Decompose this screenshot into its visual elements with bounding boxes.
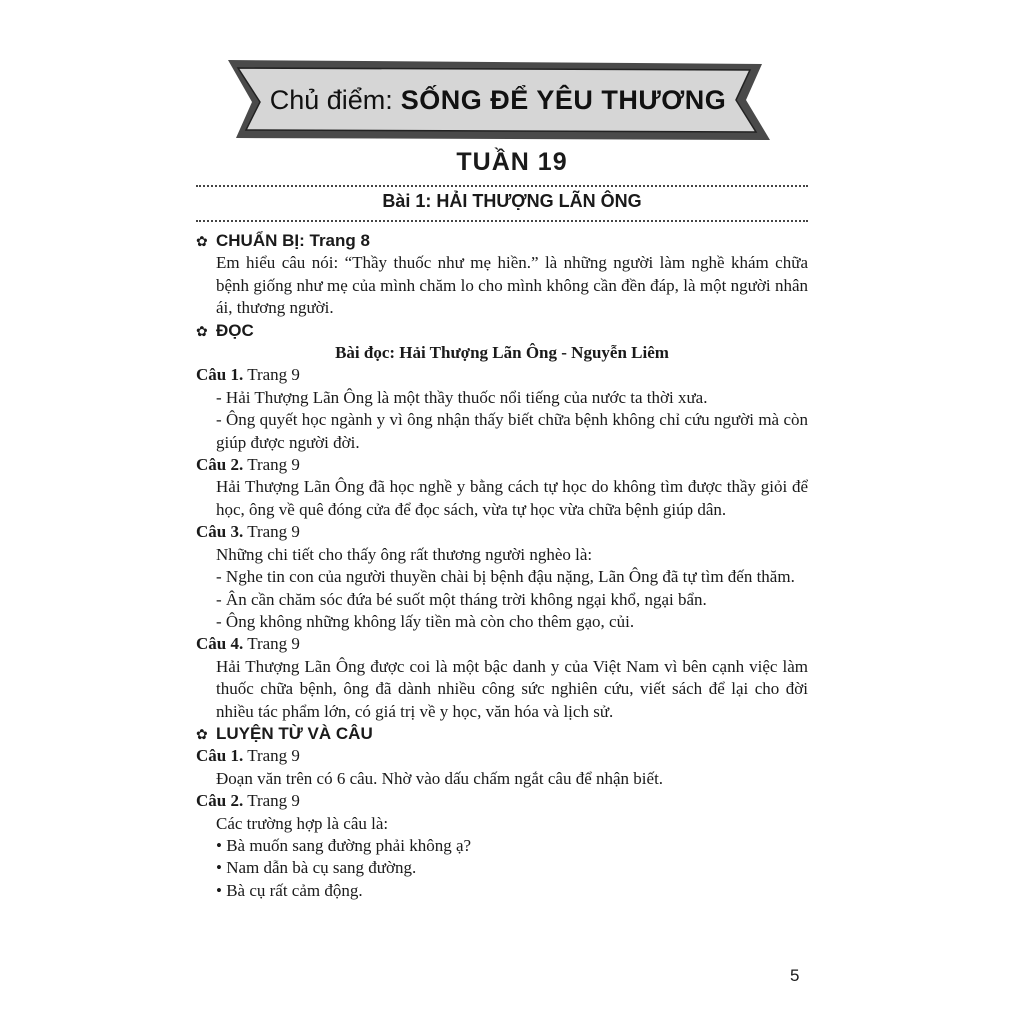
banner-prefix: Chủ điểm: (269, 84, 393, 115)
section-heading-ltvc: ✿ LUYỆN TỪ VÀ CÂU (196, 723, 808, 745)
answer-line: - Ân cần chăm sóc đứa bé suốt một tháng trời không ngại khổ, ngại bẩn. (216, 589, 707, 609)
bullet-item: • Bà muốn sang đường phải không ạ? (216, 835, 472, 855)
question-heading: Câu 4. Trang 9 (196, 634, 300, 654)
answer-line: Những chi tiết cho thấy ông rất thương người nghèo là: (216, 544, 593, 564)
page-content (196, 230, 808, 902)
answer-line: Các trường hợp là câu là: (216, 813, 389, 833)
question-heading: Câu 1. Trang 9 (196, 746, 300, 766)
divider-top (196, 185, 808, 187)
answer-line: Đoạn văn trên có 6 câu. Nhờ vào dấu chấm ngắt câu để nhận biết. (216, 768, 664, 788)
answer-line: - Nghe tin con của người thuyền chài bị bệnh đậu nặng, Lãn Ông đã tự tìm đến thăm. (216, 567, 795, 587)
divider-bottom (196, 220, 808, 222)
question-heading: Câu 3. Trang 9 (196, 522, 300, 542)
banner-theme: SỐNG ĐỂ YÊU THƯƠNG (400, 84, 727, 115)
page-number: 5 (790, 966, 800, 985)
reading-title: Bài đọc: Hải Thượng Lãn Ông - Nguyễn Liêm (335, 343, 669, 363)
flower-icon: ✿ (196, 233, 208, 249)
bullet-item: • Bà cụ rất cảm động. (216, 880, 363, 900)
answer-line: Hải Thượng Lãn Ông được coi là một bậc danh y của Việt Nam vì bên cạnh việc làm thuốc chữa bệnh, ông đã dành nhiều công sức nghiên cứu, viết sách để lại cho đời nhiều tác phẩm lớn, có giá trị về y học, văn hóa và lịch sử. (216, 656, 808, 721)
answer-line: - Ông quyết học ngành y vì ông nhận thấy biết chữa bệnh không chỉ cứu người mà còn giúp được người đời. (216, 410, 808, 452)
bullet-item: • Nam dẫn bà cụ sang đường. (216, 858, 417, 878)
flower-icon: ✿ (196, 725, 208, 742)
banner-title (222, 56, 774, 144)
section-heading-chuan-bi: ✿ CHUẨN BỊ: Trang 8 (196, 230, 808, 252)
answer-line: Hải Thượng Lãn Ông đã học nghề y bằng cách tự học do không tìm được thầy giỏi để học, ông về quê đóng cửa để đọc sách, vừa tự học vừa chữa bệnh giúp dân. (216, 477, 808, 519)
paragraph: Em hiểu câu nói: “Thầy thuốc như mẹ hiền.” là những người làm nghề khám chữa bệnh giống như mẹ của mình chăm lo cho mình không cần đền đáp, là một người nhân ái, thương người. (216, 253, 808, 318)
question-heading: Câu 2. Trang 9 (196, 791, 300, 811)
week-title: TUẦN 19 (456, 148, 568, 176)
lesson-title: Bài 1: HẢI THƯỢNG LÃN ÔNG (382, 191, 642, 211)
question-heading: Câu 1. Trang 9 (196, 365, 300, 385)
section-heading-doc: ✿ ĐỌC (196, 320, 808, 342)
question-heading: Câu 2. Trang 9 (196, 455, 300, 475)
answer-line: - Hải Thượng Lãn Ông là một thầy thuốc nổi tiếng của nước ta thời xưa. (216, 387, 708, 407)
answer-line: - Ông không những không lấy tiền mà còn cho thêm gạo, củi. (216, 611, 635, 631)
flower-icon: ✿ (196, 322, 208, 339)
theme-banner (222, 56, 774, 144)
